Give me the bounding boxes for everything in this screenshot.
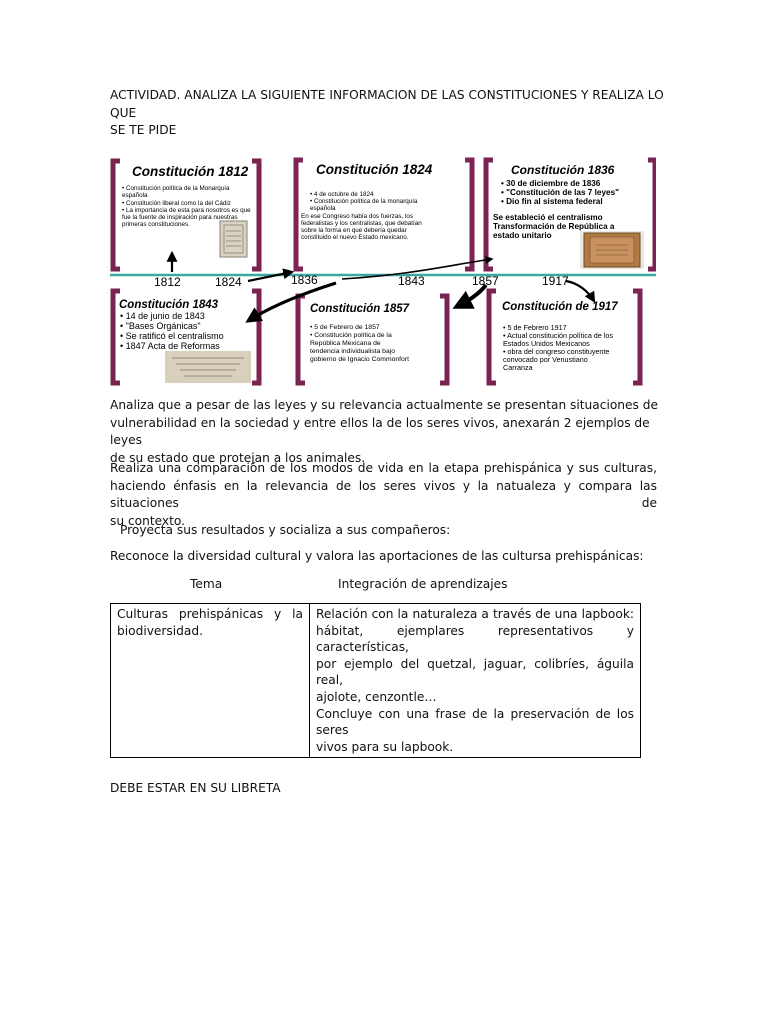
tick-1824: 1824 [215, 275, 242, 289]
tick-1857: 1857 [472, 274, 499, 288]
cell-line: Concluye con una frase de la preservación de los seres [316, 706, 634, 738]
card-text: • 5 de Febrero de 1857 • Constitución política de la República Mexicana de tendencia individualista bajo gobierno de Ignacio Commonfort [310, 324, 409, 363]
heading-line-1: ACTIVIDAD. ANALIZA LA SIGUIENTE INFORMACION DE LAS CONSTITUCIONES Y REALIZA LO QUE [110, 88, 664, 120]
cell-line: biodiversidad. [117, 623, 203, 638]
card-text: • 5 de Febrero 1917 • Actual constitución política de los Estados Unidos Mexicanos • obra del congreso constituyente convocado por Venustiano Carranza [503, 323, 613, 372]
cell-line: Relación con la naturaleza a través de una lapbook: [316, 607, 634, 621]
table-row [111, 604, 641, 758]
card-title: Constitución 1824 [316, 162, 433, 177]
book-image [580, 231, 644, 269]
footer-note: DEBE ESTAR EN SU LIBRETA [110, 781, 281, 795]
constitutions-timeline-figure [110, 155, 656, 387]
cell-line: Culturas prehispánicas y la [117, 607, 303, 621]
tick-1836: 1836 [291, 273, 318, 287]
paragraph-diversity: Reconoce la diversidad cultural y valora las aportaciones de las cultursa prehispánicas: [110, 549, 644, 563]
document-image [165, 351, 251, 383]
paragraph-line: haciendo énfasis en la relevancia de los seres vivos y la natualeza y compara las situaciones de [110, 478, 657, 511]
table-cell-integracion [310, 604, 641, 758]
paragraph-line: de su estado que protejan a los animales. [110, 450, 366, 465]
document-image [220, 221, 247, 257]
card-text: • 14 de junio de 1843 • "Bases Orgánicas" • Se ratificó el centralismo • 1847 Acta de Reformas [120, 311, 224, 351]
tick-1917: 1917 [542, 274, 569, 288]
tick-1843: 1843 [398, 274, 425, 288]
card-title: Constitución 1812 [132, 164, 249, 179]
table-cell-tema [111, 604, 310, 758]
card-title: Constitución 1836 [511, 163, 615, 177]
cell-line: vivos para su lapbook. [316, 739, 454, 754]
heading-line-2: SE TE PIDE [110, 123, 177, 138]
paragraph-project: Proyecta sus resultados y socializa a sus compañeros: [120, 523, 451, 537]
paragraph-laws [110, 397, 660, 467]
card-text: • 4 de octubre de 1824 • Constitución política de la monarquía española En ese Congreso había dos fuerzas, los federalistas y los centralistas, que debatían sobre la forma en que debería quedar constituido el nuevo Estado mexicano. [301, 191, 422, 241]
table-header-tema: Tema [190, 577, 223, 591]
card-title: Constitución 1857 [310, 303, 410, 315]
cell-line: hábitat, ejemplares representativos y características, [316, 623, 634, 655]
paragraph-line: vulnerabilidad en la sociedad y entre ellos la de los seres vivos, anexarán 2 ejemplos de leyes [110, 415, 650, 448]
table-header-integracion: Integración de aprendizajes [338, 577, 508, 591]
cell-line: ajolote, cenzontle… [316, 689, 437, 704]
paragraph-line: Analiza que a pesar de las leyes y su relevancia actualmente se presentan situaciones de [110, 398, 658, 412]
paragraph-line: su contexto. [110, 513, 185, 528]
card-extra-text: Se estableció el centralismo Transformación de República a estado unitario [493, 213, 615, 240]
cell-line: por ejemplo del quetzal, jaguar, colibríes, águila real, [316, 656, 634, 688]
card-title: Constitución de 1917 [502, 301, 618, 313]
card-text: • 30 de diciembre de 1836 • "Constitución de las 7 leyes" • Dio fin al sistema federal [501, 179, 620, 206]
card-text: • Constitución política de la Monarquía española • Constitución liberal como la del Cádiz • La importancia de esta para nosotros es que fue la fuente de inspiración para nuestras primeras constituciones. [122, 185, 251, 228]
paragraph-comparison [110, 460, 657, 530]
tick-1812: 1812 [154, 275, 181, 289]
activity-heading [110, 87, 670, 140]
paragraph-line: Realiza una comparación de los modos de vida en la etapa prehispánica y sus culturas, [110, 461, 657, 475]
card-title: Constitución 1843 [119, 299, 219, 311]
learning-table [110, 603, 641, 758]
